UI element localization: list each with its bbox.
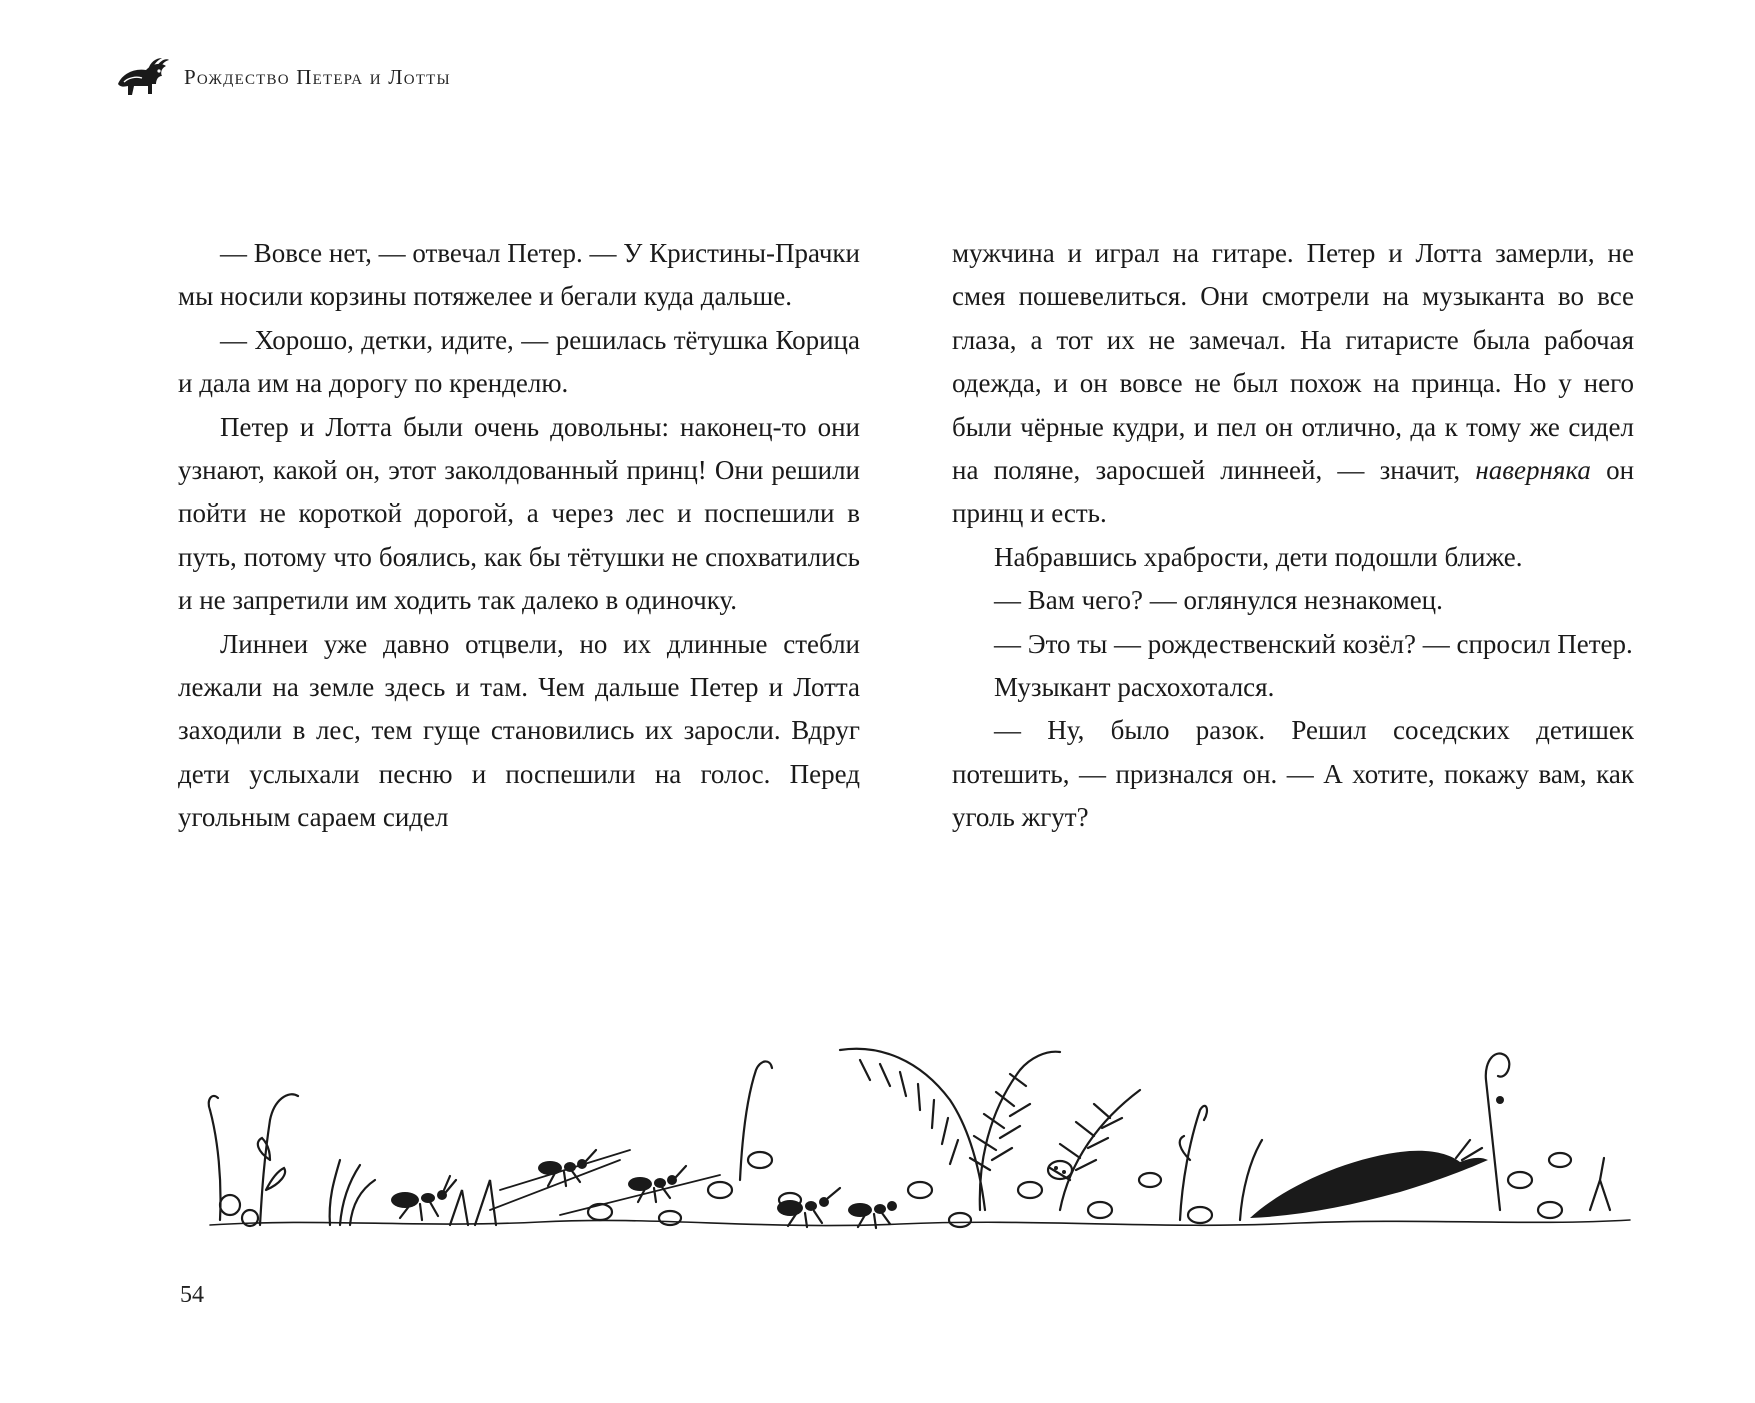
paragraph: — Ну, было разок. Решил соседских детишек потешить, — признался он. — А хотите, покажу вам, как уголь жгут?	[952, 715, 1634, 833]
right-text-column	[952, 232, 1634, 840]
emphasis-text: наверняка	[1475, 455, 1591, 486]
paragraph: Музыкант расхохотался.	[994, 672, 1275, 703]
running-head	[112, 52, 451, 102]
paragraph-text: мужчина и играл на гитаре. Петер и Лотта замерли, не смея пошевелиться. Они смотрели на музыканта во все глаза, а тот их не замечал. На гитаристе была рабочая одежда, и он вовсе не был похож на принца. Но у него были чёрные кудри, и пел он отлично, да к тому же сидел на поляне, заросшей линнеей, — значит,	[952, 238, 1634, 486]
paragraph: Набравшись храбрости, дети подошли ближе.	[994, 541, 1523, 572]
goat-icon	[112, 54, 170, 100]
page-number: 54	[180, 1282, 204, 1308]
paragraph: — Хорошо, детки, идите, — решилась тётушка Корица и дала им на дорогу по кренделю.	[178, 324, 860, 399]
left-text-column	[178, 232, 860, 840]
paragraph: — Вовсе нет, — отвечал Петер. — У Кристины-Прачки мы носили корзины потяжелее и бегали куда дальше.	[178, 238, 860, 312]
paragraph: Линнеи уже давно отцвели, но их длинные стебли лежали на земле здесь и там. Чем дальше Петер и Лотта заходили в лес, тем гуще становились их заросли. Вдруг дети услыхали песню и поспешили на голос. Перед угольным сараем сидел	[178, 628, 860, 833]
paragraph	[952, 232, 1634, 536]
paragraph: Петер и Лотта были очень довольны: наконец-то они узнают, какой он, этот заколдованный принц! Они решили пойти не короткой дорогой, а через лес и поспешили в путь, потому что боялись, как бы тётушки не спохватились и не запретили им ходить так далеко в одиночку.	[178, 411, 860, 616]
paragraph: — Это ты — рождественский козёл? — спросил Петер.	[994, 628, 1633, 659]
forest-floor-ants-slug-illustration	[200, 1040, 1640, 1240]
running-title: Рождество Петера и Лотты	[184, 64, 451, 89]
paragraph: — Вам чего? — оглянулся незнакомец.	[994, 585, 1443, 616]
paragraph-text: он принц и есть.	[952, 455, 1635, 529]
